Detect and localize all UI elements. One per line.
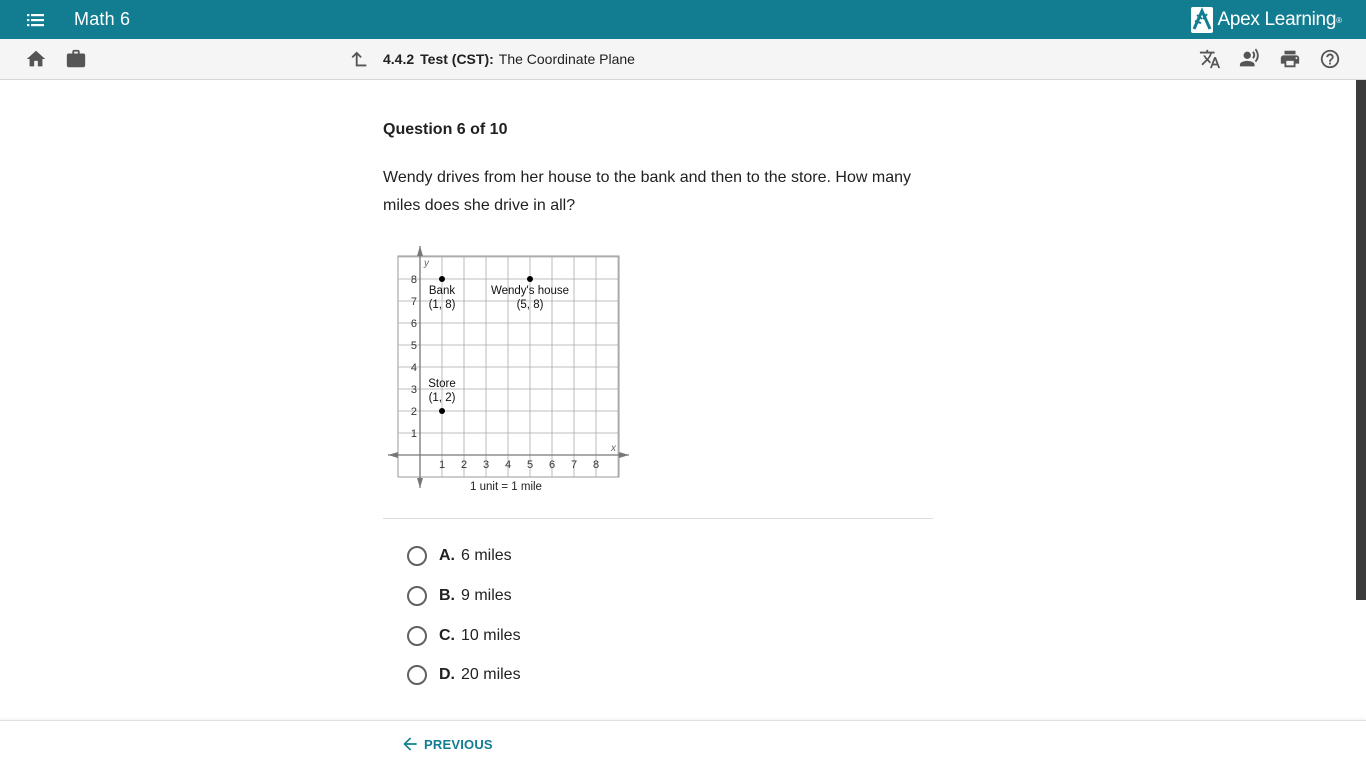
choice-letter: A. bbox=[439, 547, 455, 564]
question-number: Question 6 of 10 bbox=[383, 121, 508, 138]
brand-name: Apex Learning bbox=[1217, 9, 1337, 30]
y-tick-label: 1 bbox=[410, 428, 417, 440]
apex-logo-icon bbox=[1191, 7, 1213, 33]
point-coords-label: (5, 8) bbox=[516, 299, 544, 311]
course-title: Math 6 bbox=[74, 9, 131, 29]
previous-label: PREVIOUS bbox=[424, 736, 493, 752]
help-icon[interactable] bbox=[1319, 48, 1341, 70]
choice-letter: D. bbox=[439, 666, 455, 683]
x-tick-label: 6 bbox=[548, 459, 556, 471]
point-name-label: Store bbox=[428, 378, 456, 390]
previous-button[interactable] bbox=[400, 733, 493, 755]
choice-letter: C. bbox=[439, 627, 455, 644]
breadcrumb-type: Test (CST): bbox=[420, 51, 494, 67]
toolbar bbox=[0, 39, 1366, 80]
text-to-speech-icon[interactable] bbox=[1239, 48, 1261, 70]
y-tick-label: 5 bbox=[410, 340, 417, 352]
choice-text: 6 miles bbox=[461, 547, 512, 564]
x-tick-label: 2 bbox=[460, 459, 468, 471]
answer-choice-c[interactable] bbox=[407, 623, 521, 649]
y-tick-label: 6 bbox=[410, 318, 417, 330]
question-text: Wendy drives from her house to the bank and then to the store. How many miles does she drive in all? bbox=[383, 169, 911, 214]
point-coords-label: (1, 2) bbox=[428, 392, 456, 404]
brand-trademark: ® bbox=[1336, 15, 1342, 25]
data-point bbox=[439, 408, 445, 414]
point-name-label: Wendy's house bbox=[490, 285, 570, 297]
x-tick-label: 3 bbox=[482, 459, 490, 471]
y-tick-label: 7 bbox=[410, 296, 417, 308]
x-tick-label: 8 bbox=[592, 459, 600, 471]
radio-button[interactable] bbox=[407, 665, 427, 685]
choice-text: 9 miles bbox=[461, 587, 512, 604]
y-tick-label: 4 bbox=[410, 362, 417, 374]
y-tick-label: 2 bbox=[410, 406, 417, 418]
radio-button[interactable] bbox=[407, 546, 427, 566]
divider bbox=[383, 518, 933, 519]
scrollbar[interactable] bbox=[1356, 80, 1366, 600]
home-icon[interactable] bbox=[25, 48, 47, 70]
breadcrumb-title: The Coordinate Plane bbox=[498, 51, 635, 67]
answer-choice-a[interactable] bbox=[407, 543, 512, 569]
radio-button[interactable] bbox=[407, 586, 427, 606]
arrow-left-icon bbox=[400, 734, 420, 754]
breadcrumb-number: 4.4.2 bbox=[383, 51, 415, 67]
x-tick-label: 7 bbox=[570, 459, 578, 471]
x-axis-label: x bbox=[611, 443, 616, 454]
up-arrow-icon[interactable] bbox=[348, 48, 370, 70]
x-tick-label: 1 bbox=[438, 459, 446, 471]
x-tick-label: 4 bbox=[504, 459, 512, 471]
y-tick-label: 8 bbox=[410, 274, 417, 286]
choice-letter: B. bbox=[439, 587, 455, 604]
top-bar bbox=[0, 0, 1366, 39]
point-name-label: Bank bbox=[428, 285, 456, 297]
briefcase-icon[interactable] bbox=[65, 48, 87, 70]
choice-text: 10 miles bbox=[461, 627, 521, 644]
translate-icon[interactable] bbox=[1199, 48, 1221, 70]
y-axis-label: y bbox=[424, 258, 429, 269]
graph-caption: 1 unit = 1 mile bbox=[470, 481, 542, 493]
radio-button[interactable] bbox=[407, 626, 427, 646]
menu-icon[interactable] bbox=[26, 10, 46, 30]
breadcrumb bbox=[383, 51, 635, 67]
coordinate-plane-graph bbox=[383, 242, 633, 497]
x-tick-label: 5 bbox=[526, 459, 534, 471]
choice-text: 20 miles bbox=[461, 666, 521, 683]
print-icon[interactable] bbox=[1279, 48, 1301, 70]
data-point bbox=[439, 276, 445, 282]
answer-choice-b[interactable] bbox=[407, 583, 512, 609]
y-tick-label: 3 bbox=[410, 384, 417, 396]
data-point bbox=[527, 276, 533, 282]
apex-learning-logo bbox=[1191, 7, 1342, 33]
point-coords-label: (1, 8) bbox=[428, 299, 456, 311]
footer-bar bbox=[0, 720, 1366, 769]
answer-choice-d[interactable] bbox=[407, 662, 521, 688]
